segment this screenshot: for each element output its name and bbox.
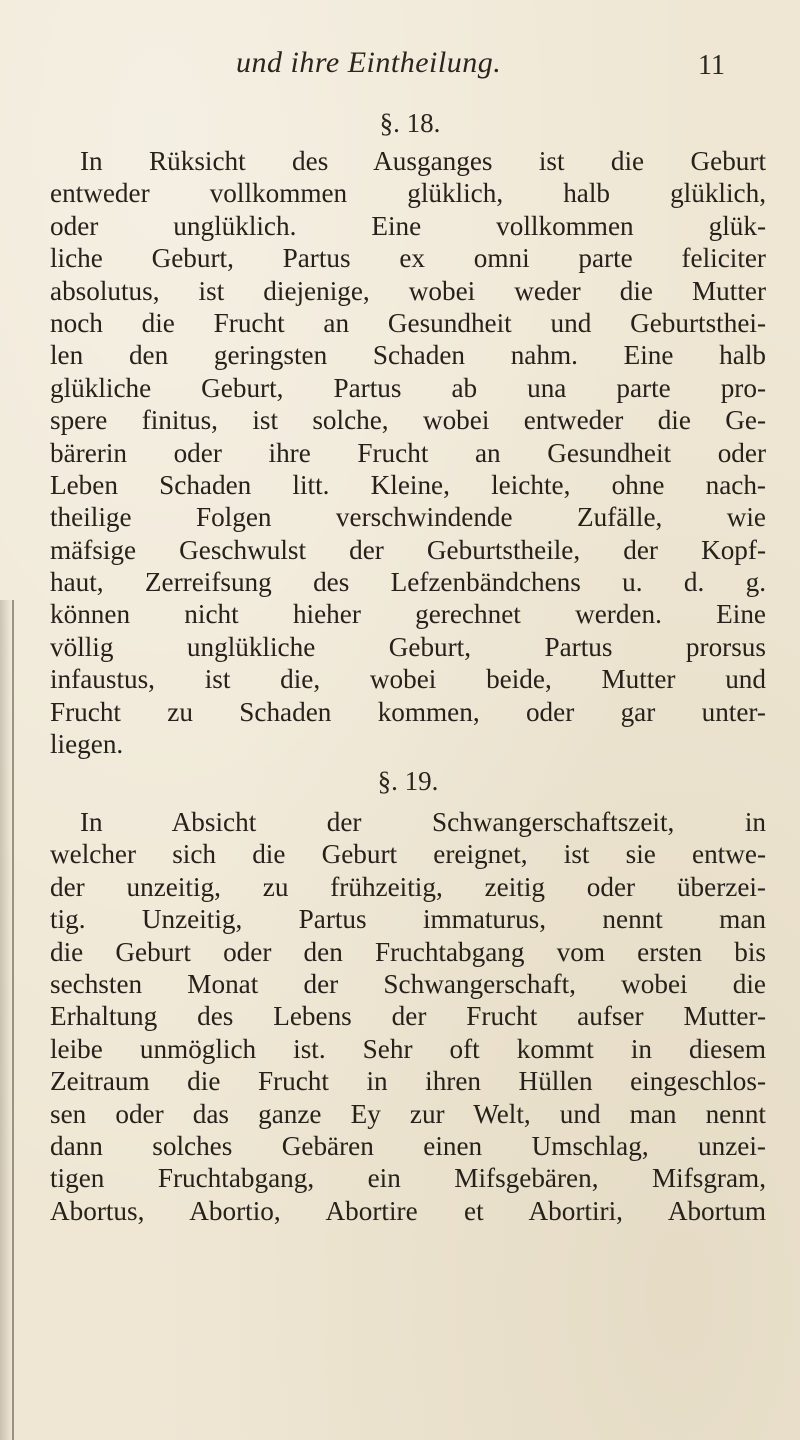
section-19-paragraph [50,806,766,1227]
text-line: absolutus, ist diejenige, wobei weder die Mutter [50,275,766,306]
text-line: Erhaltung des Lebens der Frucht aufser Mutter- [50,1001,766,1032]
text-line: infaustus, ist die, wobei beide, Mutter und [50,664,766,695]
text-line: In Absicht der Schwangerschaftszeit, in [80,807,766,837]
text-line: völlig unglükliche Geburt, Partus prorsus [50,631,766,662]
text-line: welcher sich die Geburt ereignet, ist sie entwe- [50,839,766,870]
text-line: tigen Fruchtabgang, ein Mifsgebären, Mifsgram, [50,1163,766,1194]
text-line: die Geburt oder den Fruchtabgang vom ersten bis [50,936,766,967]
text-line: Abortus, Abortio, Abortire et Abortiri, Abortum [50,1195,766,1226]
text-line: mäfsige Geschwulst der Geburtstheile, der Kopf- [50,534,766,565]
text-line: liche Geburt, Partus ex omni parte feliciter [50,243,766,274]
text-line: spere finitus, ist solche, wobei entweder die Ge- [50,405,766,436]
text-line: tig. Unzeitig, Partus immaturus, nennt man [50,904,766,935]
text-line: sen oder das ganze Ey zur Welt, und man nennt [50,1098,766,1129]
text-line: können nicht hieher gerechnet werden. Eine [50,599,766,630]
text-line: dann solches Gebären einen Umschlag, unzei- [50,1130,766,1161]
text-line: Zeitraum die Frucht in ihren Hüllen eingeschlos- [50,1066,766,1097]
section-heading-19: §. 19. [377,766,439,796]
text-line: oder unglüklich. Eine vollkommen glük- [50,210,766,241]
text-line: theilige Folgen verschwindende Zufälle, wie [50,502,766,533]
section-18-paragraph [50,145,766,760]
text-line: leibe unmöglich ist. Sehr oft kommt in diesem [50,1033,766,1064]
text-line: Leben Schaden litt. Kleine, leichte, ohne nach- [50,469,766,500]
text-line: glükliche Geburt, Partus ab una parte pro- [50,372,766,403]
text-line: Frucht zu Schaden kommen, oder gar unter- [50,696,766,727]
text-line: noch die Frucht an Gesundheit und Geburtsthei- [50,307,766,338]
running-head [0,32,800,82]
text-line: len den geringsten Schaden nahm. Eine halb [50,340,766,371]
text-line: sechsten Monat der Schwangerschaft, wobei die [50,968,766,999]
text-line: entweder vollkommen glüklich, halb glüklich, [50,178,766,209]
page-number: 11 [698,50,725,81]
page-edge-shadow [0,600,14,1440]
text-line: der unzeitig, zu frühzeitig, zeitig oder überzei- [50,871,766,902]
text-line: bärerin oder ihre Frucht an Gesundheit oder [50,437,766,468]
text-line-last: liegen. [50,729,124,760]
text-line: haut, Zerreifsung des Lefzenbändchens u. d. g. [50,567,766,598]
text-line: In Rüksicht des Ausganges ist die Geburt [80,146,766,176]
section-heading-18: §. 18. [379,108,441,138]
running-title: und ihre Eintheilung. [236,46,502,79]
